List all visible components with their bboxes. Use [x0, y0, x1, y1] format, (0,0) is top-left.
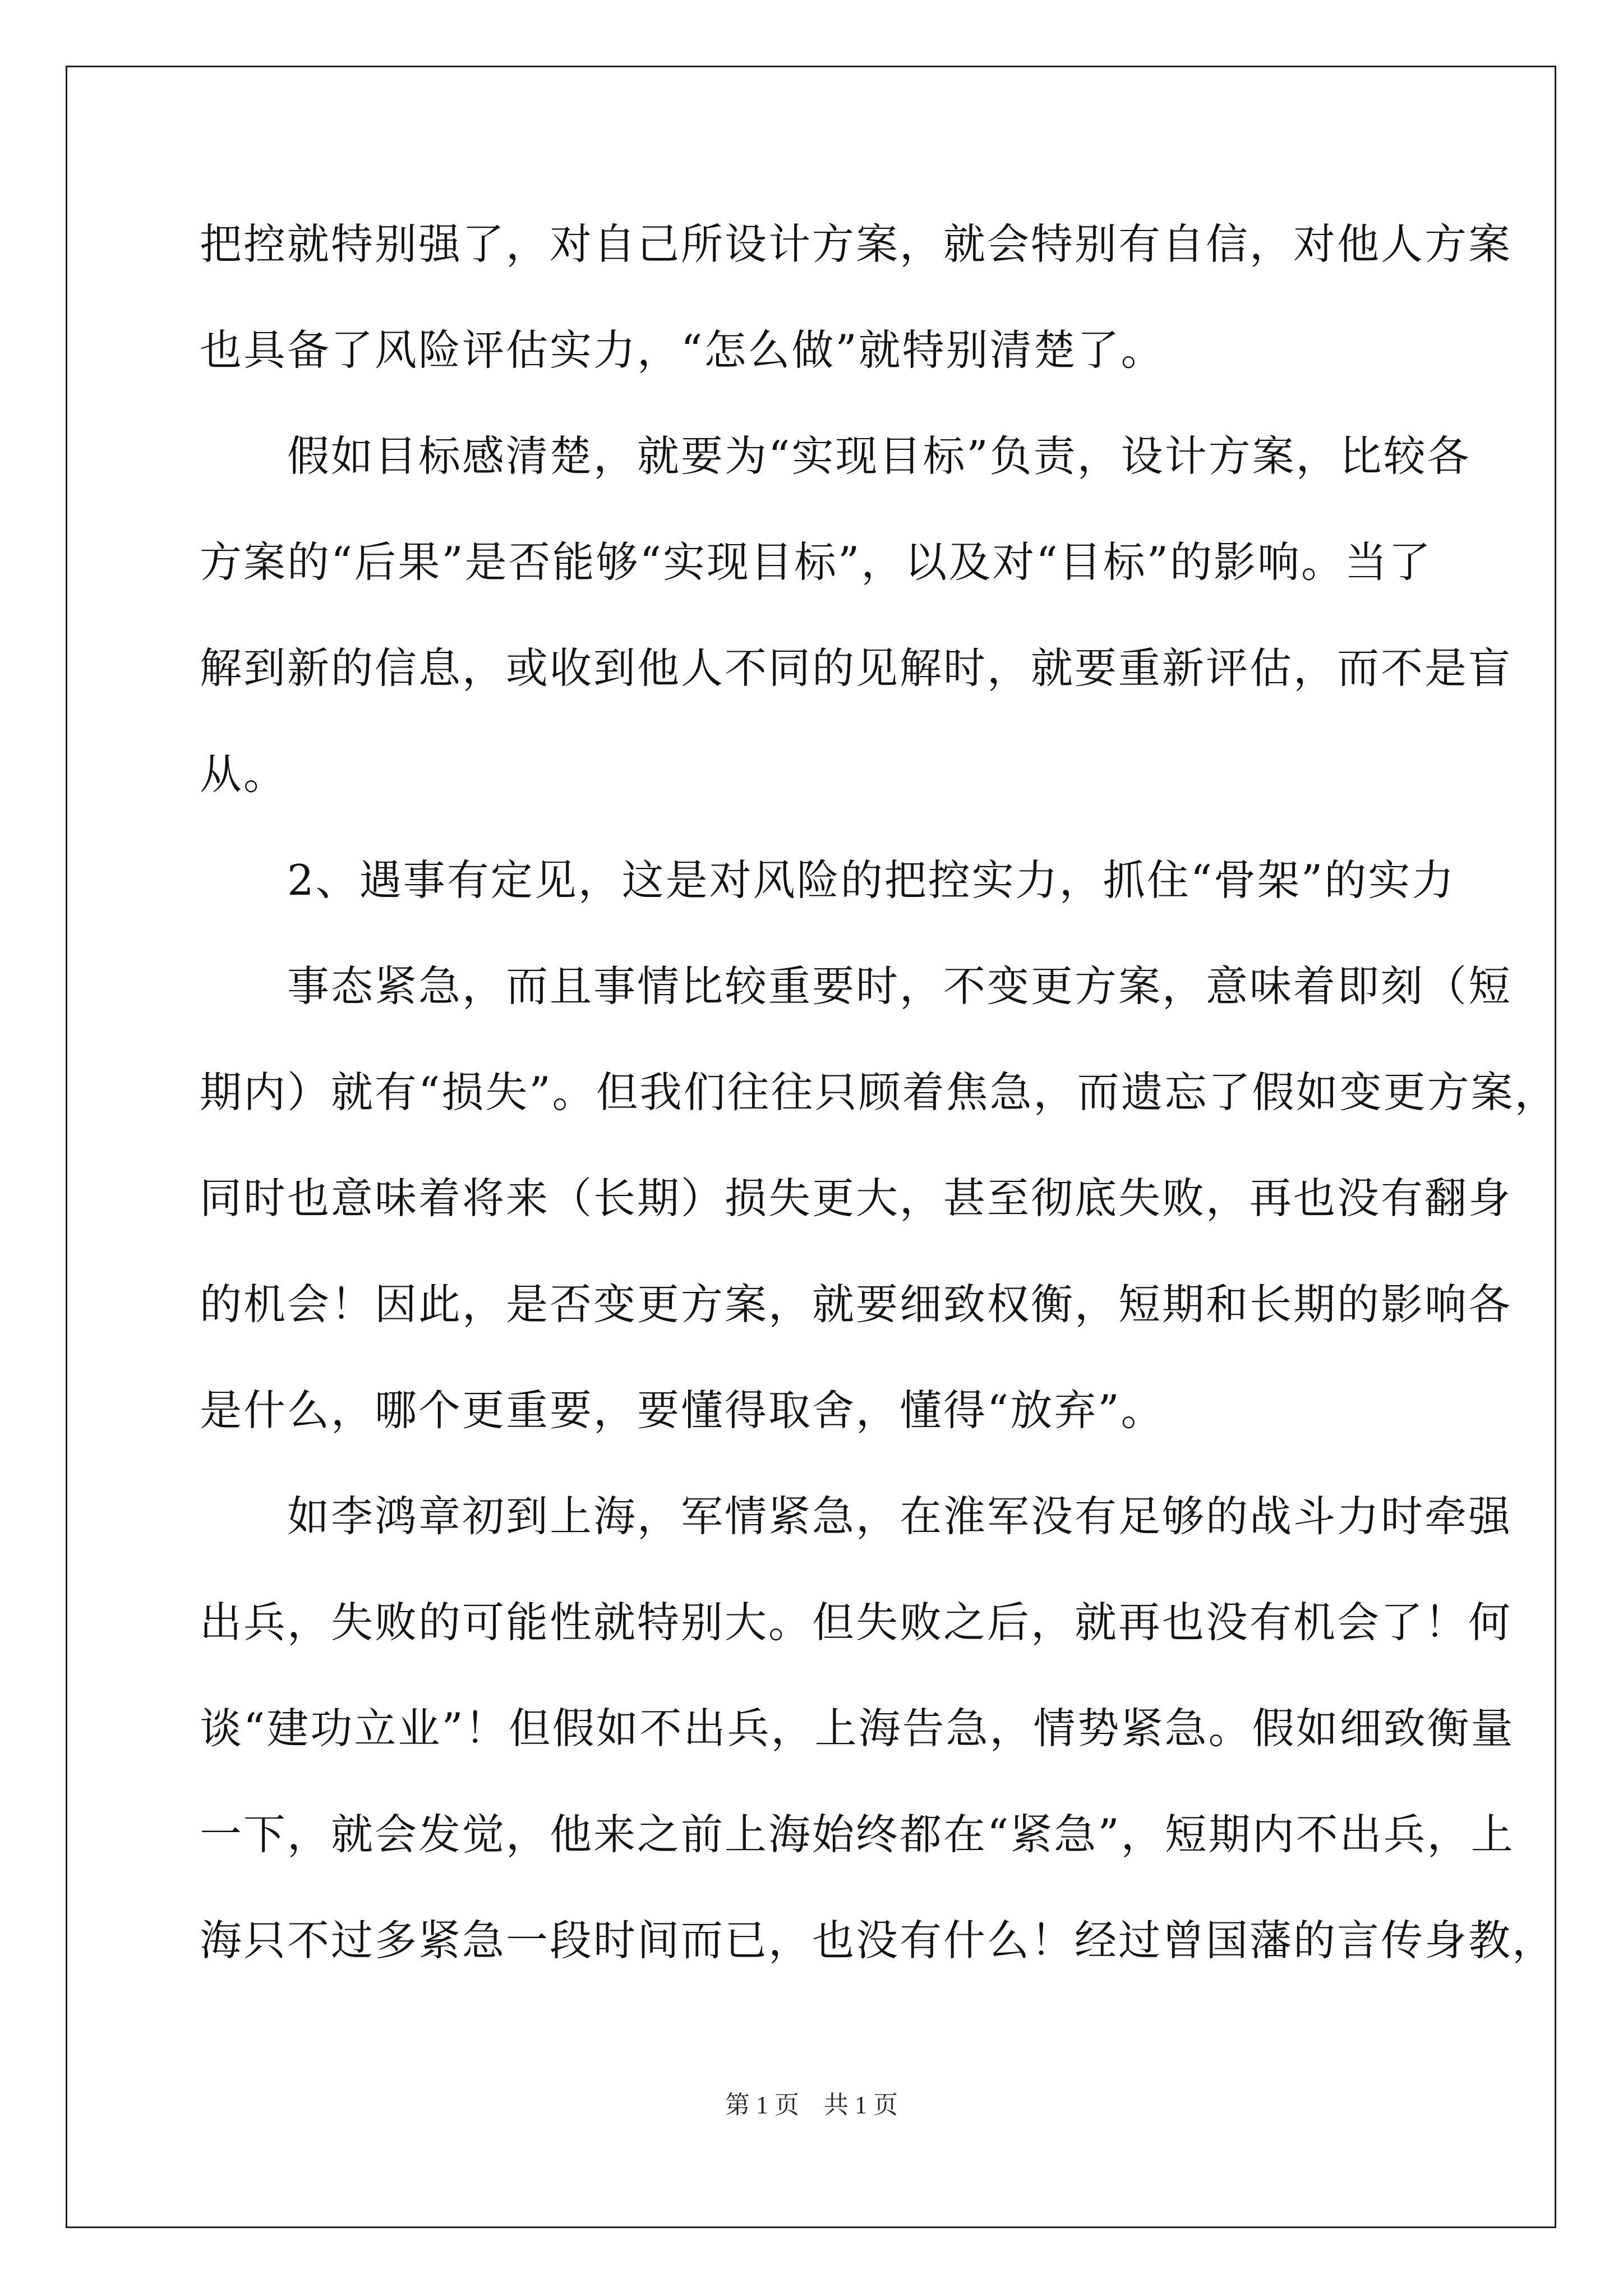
- text-line: 谈“建功立业”！但假如不出兵，上海告急，情势紧急。假如细致衡量: [200, 1704, 1515, 1753]
- text-line: 海只不过多紧急一段时间而已，也没有什么！经过曾国藩的言传身教，: [200, 1916, 1556, 1965]
- text-line: 2、遇事有定见，这是对风险的把控实力，抓住“骨架”的实力: [200, 855, 1456, 905]
- text-line: 出兵，失败的可能性就特别大。但失败之后，就再也没有机会了！何: [200, 1598, 1513, 1647]
- text-line: 一下，就会发觉，他来之前上海始终都在“紧急”，短期内不出兵，上: [200, 1810, 1515, 1859]
- text-line: 从。: [200, 749, 288, 799]
- page-border: [66, 66, 1556, 2228]
- text-line: 如李鸿章初到上海，军情紧急，在淮军没有足够的战斗力时牵强: [200, 1492, 1513, 1541]
- text-line: 假如目标感清楚，就要为“实现目标”负责，设计方案，比较各: [200, 431, 1471, 481]
- text-line: 方案的“后果”是否能够“实现目标”，以及对“目标”的影响。当了: [200, 537, 1433, 587]
- text-line: 期内）就有“损失”。但我们往往只顾着焦急，而遗忘了假如变更方案，: [200, 1068, 1559, 1117]
- text-line: 事态紧急，而且事情比较重要时，不变更方案，意味着即刻（短: [200, 961, 1513, 1011]
- text-line: 也具备了风险评估实力，“怎么做”就特别清楚了。: [200, 325, 1165, 375]
- text-line: 同时也意味着将来（长期）损失更大，甚至彻底失败，再也没有翻身: [200, 1174, 1513, 1223]
- text-line: 的机会！因此，是否变更方案，就要细致权衡，短期和长期的影响各: [200, 1280, 1513, 1329]
- page-footer: 第 1 页 共 1 页: [725, 2091, 898, 2119]
- text-line: 把控就特别强了，对自己所设计方案，就会特别有自信，对他人方案: [200, 219, 1513, 269]
- text-line: 是什么，哪个更重要，要懂得取舍，懂得“放弃”。: [200, 1386, 1165, 1435]
- text-line: 解到新的信息，或收到他人不同的见解时，就要重新评估，而不是盲: [200, 643, 1513, 693]
